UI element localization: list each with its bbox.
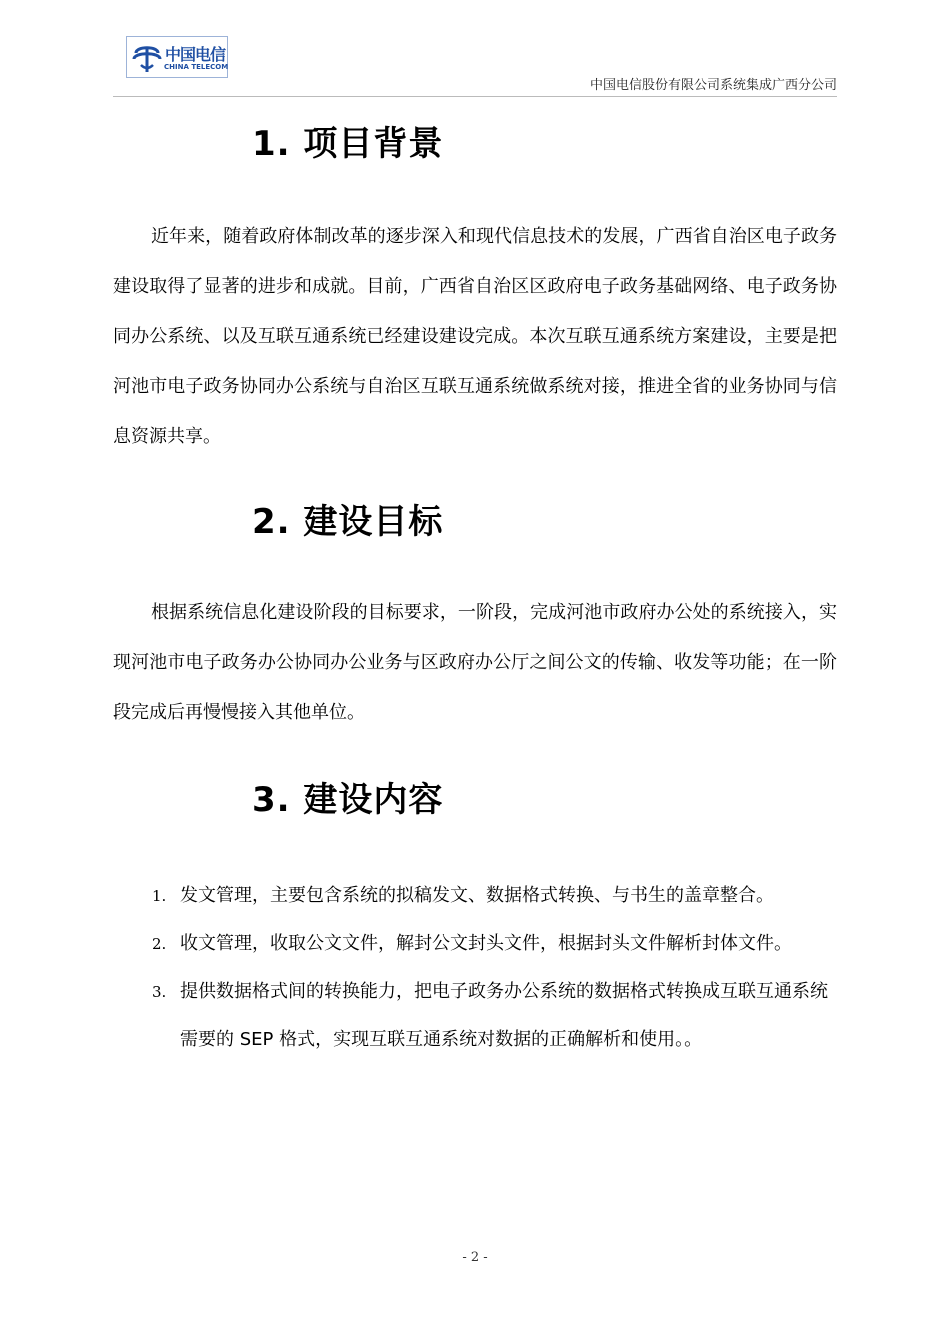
logo-en-text: CHINA TELECOM	[164, 63, 229, 71]
section-1-heading: 1. 项目背景	[252, 124, 444, 164]
list-item-text: 收文管理，收取公文文件，解封公文封头文件，根据封头文件解析封体文件。	[180, 933, 792, 954]
list-item	[113, 920, 837, 968]
section-2-heading: 2. 建设目标	[252, 502, 444, 542]
list-item-number: 3.	[152, 983, 167, 1001]
header-divider	[113, 96, 837, 97]
list-item	[113, 872, 837, 920]
list-item-text: 发文管理，主要包含系统的拟稿发文、数据格式转换、与书生的盖章整合。	[180, 885, 774, 906]
company-name: 中国电信股份有限公司系统集成广西分公司	[589, 78, 837, 93]
logo-cn-text: 中国电信	[165, 45, 226, 64]
list-item-number: 1.	[152, 887, 167, 905]
section-1-paragraph: 近年来，随着政府体制改革的逐步深入和现代信息技术的发展，广西省自治区电子政务建设取得了显著的进步和成就。目前，广西省自治区区政府电子政务基础网络、电子政务协同办公系统、以及互联互通系统已经建设建设完成。本次互联互通系统方案建设，主要是把河池市电子政务协同办公系统与自治区互联互通系统做系统对接，推进全省的业务协同与信息资源共享。	[113, 226, 837, 447]
china-telecom-emblem-icon	[130, 41, 164, 75]
list-item	[113, 968, 837, 1064]
section-2-paragraph: 根据系统信息化建设阶段的目标要求，一阶段，完成河池市政府办公处的系统接入，实现河池市电子政务办公协同办公业务与区政府办公厅之间公文的传输、收发等功能；在一阶段完成后再慢慢接入其他单位。	[113, 602, 837, 723]
china-telecom-logo	[126, 36, 228, 78]
section-3-heading: 3. 建设内容	[252, 780, 444, 820]
section-3-list	[113, 872, 837, 1064]
list-item-number: 2.	[152, 935, 167, 953]
list-item-text: 提供数据格式间的转换能力，把电子政务办公系统的数据格式转换成互联互通系统需要的 SEP 格式，实现互联互通系统对数据的正确解析和使用。。	[180, 981, 828, 1050]
page-number: - 2 -	[462, 1250, 488, 1265]
